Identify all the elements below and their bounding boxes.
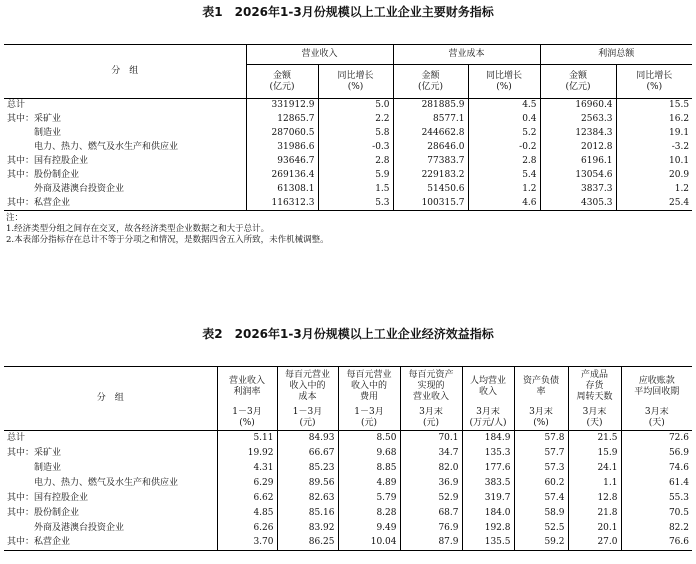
header-line: 率: [536, 386, 546, 397]
header-line: 资产负债: [522, 375, 559, 386]
header-line: 金额: [569, 70, 588, 81]
header-line: 同比增长: [486, 70, 523, 81]
cell-value: 5.4: [468, 169, 540, 183]
growth-header: [318, 65, 393, 99]
cell-value: 9.49: [338, 521, 400, 536]
cell-value: 287060.5: [246, 127, 318, 141]
cell-value: 31986.6: [246, 141, 318, 155]
cell-value: 57.4: [514, 491, 568, 506]
table-row: [4, 476, 692, 491]
cell-value: 86.25: [277, 536, 338, 551]
table-row: [4, 506, 692, 521]
cell-value: 2.8: [468, 155, 540, 169]
column-header: [277, 367, 338, 407]
cell-value: 1.1: [568, 476, 621, 491]
unit-label: (元): [360, 418, 378, 429]
table-row: [4, 491, 692, 506]
cell-value: 383.5: [462, 476, 514, 491]
cell-value: 331912.9: [246, 99, 318, 113]
header-line: 利润率: [233, 386, 261, 397]
header-line: 营业收入: [228, 375, 265, 386]
cell-value: 56.9: [621, 446, 692, 461]
note-line: 注：: [6, 213, 24, 223]
header-line: (亿元): [269, 81, 295, 92]
table-row: [4, 197, 692, 211]
cell-value: 2.8: [318, 155, 393, 169]
cell-value: 269136.4: [246, 169, 318, 183]
column-period: [338, 407, 400, 431]
cell-value: 1.2: [468, 183, 540, 197]
cell-value: -3.2: [616, 141, 692, 155]
header-line: 同比增长: [636, 70, 673, 81]
cell-value: 16960.4: [540, 99, 616, 113]
cell-value: 135.5: [462, 536, 514, 551]
cell-value: 51450.6: [393, 183, 468, 197]
cell-value: 100315.7: [393, 197, 468, 211]
amount-header: [393, 65, 468, 99]
column-header: [514, 367, 568, 407]
cell-value: 12384.3: [540, 127, 616, 141]
header-line: 平均回收期: [634, 386, 680, 397]
row-label: 其中：采矿业: [7, 447, 62, 458]
table-row: [4, 446, 692, 461]
table-row: [4, 183, 692, 197]
cell-value: 2.2: [318, 113, 393, 127]
header-line: 产成品: [580, 370, 608, 381]
cell-value: 5.3: [318, 197, 393, 211]
header-line: 同比增长: [337, 70, 374, 81]
column-header: [462, 367, 514, 407]
cell-value: 68.7: [400, 506, 462, 521]
header-line: 费用: [359, 392, 378, 403]
cell-value: 55.3: [621, 491, 692, 506]
cell-value: 5.8: [318, 127, 393, 141]
cell-value: 21.8: [568, 506, 621, 521]
cell-value: 61308.1: [246, 183, 318, 197]
column-header: [621, 367, 692, 407]
header-line: (亿元): [418, 81, 444, 92]
unit-label: (天): [586, 418, 603, 429]
header-line: (%): [646, 81, 663, 92]
cell-value: 0.4: [468, 113, 540, 127]
period-label: 1－3月: [354, 407, 384, 418]
row-label: 其中：国有控股企业: [7, 156, 89, 166]
cell-value: 34.7: [400, 446, 462, 461]
group-header: 分 组: [4, 45, 246, 99]
table2-title: 表2 2026年1-3月份规模以上工业企业经济效益指标: [202, 327, 494, 341]
cell-value: 25.4: [616, 197, 692, 211]
cell-value: 82.0: [400, 461, 462, 476]
cell-value: 76.6: [621, 536, 692, 551]
header-line: 金额: [272, 70, 291, 81]
cell-value: 5.9: [318, 169, 393, 183]
row-label: 制造业: [7, 128, 62, 138]
row-label: 制造业: [7, 462, 62, 473]
cell-value: 76.9: [400, 521, 462, 536]
cell-value: 1.2: [616, 183, 692, 197]
cell-value: 4.6: [468, 197, 540, 211]
cell-value: 24.1: [568, 461, 621, 476]
row-label: 总计: [7, 432, 26, 443]
cell-value: 8.50: [338, 431, 400, 446]
metric-header: 营业成本: [393, 45, 540, 65]
unit-label: (%): [533, 418, 549, 429]
cell-value: 6.26: [217, 521, 277, 536]
metric-header: 营业收入: [246, 45, 393, 65]
cell-value: 4.31: [217, 461, 277, 476]
column-period: [400, 407, 462, 431]
cell-value: 3.70: [217, 536, 277, 551]
cell-value: 135.3: [462, 446, 514, 461]
period-label: 3月末: [582, 407, 607, 418]
cell-value: 20.9: [616, 169, 692, 183]
table-row: [4, 521, 692, 536]
row-label: 其中：股份制企业: [7, 507, 80, 518]
cell-value: 12865.7: [246, 113, 318, 127]
table1: [4, 44, 692, 211]
amount-header: [540, 65, 616, 99]
cell-value: 36.9: [400, 476, 462, 491]
cell-value: 89.56: [277, 476, 338, 491]
cell-value: 57.3: [514, 461, 568, 476]
row-label: 外商及港澳台投资企业: [7, 522, 125, 533]
metric-header: 利润总额: [540, 45, 692, 65]
table-row: [4, 461, 692, 476]
cell-value: 5.2: [468, 127, 540, 141]
header-line: 周转天数: [576, 392, 613, 403]
cell-value: 244662.8: [393, 127, 468, 141]
row-label: 其中：私营企业: [4, 536, 217, 551]
period-label: 3月末: [419, 407, 443, 418]
header-line: (亿元): [565, 81, 591, 92]
column-header: [568, 367, 621, 407]
cell-value: 87.9: [400, 536, 462, 551]
row-label: 外商及港澳台投资企业: [7, 184, 125, 194]
cell-value: 8.28: [338, 506, 400, 521]
cell-value: 84.93: [277, 431, 338, 446]
cell-value: 82.63: [277, 491, 338, 506]
column-header: [400, 367, 462, 407]
cell-value: 10.1: [616, 155, 692, 169]
header-line: 每百元营业: [346, 370, 392, 381]
unit-label: (元): [299, 418, 316, 429]
cell-value: 8.85: [338, 461, 400, 476]
cell-value: 281885.9: [393, 99, 468, 113]
row-label: 其中：采矿业: [7, 114, 62, 124]
period-label: 1－3月: [232, 407, 262, 418]
row-label: 总计: [7, 100, 26, 111]
note-line: 1.经济类型分组之间存在交叉，故各经济类型企业数据之和大于总计。: [6, 224, 270, 234]
period-label: 1－3月: [292, 407, 323, 418]
table1-notes: [6, 213, 329, 246]
period-label: 3月末: [529, 407, 553, 418]
cell-value: 57.7: [514, 446, 568, 461]
cell-value: 4305.3: [540, 197, 616, 211]
header-line: 收入中的: [350, 381, 387, 392]
unit-label: (天): [648, 418, 665, 429]
table-row: [4, 536, 692, 551]
cell-value: 3837.3: [540, 183, 616, 197]
cell-value: 52.5: [514, 521, 568, 536]
row-label: 电力、热力、燃气及水生产和供应业: [7, 142, 179, 152]
cell-value: 74.6: [621, 461, 692, 476]
cell-value: 70.5: [621, 506, 692, 521]
table-row: [4, 431, 692, 446]
cell-value: 57.8: [514, 431, 568, 446]
cell-value: 2012.8: [540, 141, 616, 155]
growth-header: [468, 65, 540, 99]
column-period: [462, 407, 514, 431]
cell-value: 21.5: [568, 431, 621, 446]
cell-value: -0.2: [468, 141, 540, 155]
unit-label: (万元/人): [469, 418, 507, 429]
cell-value: 192.8: [462, 521, 514, 536]
header-line: 应收账款: [638, 375, 675, 386]
cell-value: 20.1: [568, 521, 621, 536]
cell-value: 19.92: [217, 446, 277, 461]
table2: [4, 366, 692, 551]
unit-label: (元): [422, 418, 440, 429]
cell-value: 4.85: [217, 506, 277, 521]
cell-value: 27.0: [568, 536, 621, 551]
cell-value: 10.04: [338, 536, 400, 551]
cell-value: 70.1: [400, 431, 462, 446]
cell-value: 66.67: [277, 446, 338, 461]
cell-value: 5.79: [338, 491, 400, 506]
column-period: [217, 407, 277, 431]
table1-title: 表1 2026年1-3月份规模以上工业企业主要财务指标: [202, 5, 494, 19]
table-row: [4, 169, 692, 183]
cell-value: 52.9: [400, 491, 462, 506]
column-period: [621, 407, 692, 431]
cell-value: 12.8: [568, 491, 621, 506]
cell-value: 19.1: [616, 127, 692, 141]
cell-value: 58.9: [514, 506, 568, 521]
cell-value: 60.2: [514, 476, 568, 491]
column-header: [217, 367, 277, 407]
cell-value: 5.11: [217, 431, 277, 446]
growth-header: [616, 65, 692, 99]
column-period: [514, 407, 568, 431]
header-line: 营业收入: [412, 392, 449, 403]
unit-label: (%): [239, 418, 255, 429]
header-line: (%): [347, 81, 364, 92]
cell-value: 59.2: [514, 536, 568, 551]
header-line: 人均营业: [469, 375, 506, 386]
header-line: 每百元资产: [408, 370, 454, 381]
table-row: [4, 155, 692, 169]
header-line: (%): [496, 81, 512, 92]
cell-value: 184.0: [462, 506, 514, 521]
header-line: 成本: [298, 392, 317, 403]
cell-value: 72.6: [621, 431, 692, 446]
cell-value: 13054.6: [540, 169, 616, 183]
table-row: [4, 99, 692, 113]
cell-value: 1.5: [318, 183, 393, 197]
table-row: [4, 127, 692, 141]
header-line: 每百元营业: [284, 370, 330, 381]
cell-value: 83.92: [277, 521, 338, 536]
cell-value: 4.5: [468, 99, 540, 113]
column-header: [338, 367, 400, 407]
cell-value: 15.5: [616, 99, 692, 113]
cell-value: 6.29: [217, 476, 277, 491]
row-label: 其中：股份制企业: [7, 170, 80, 180]
amount-header: [246, 65, 318, 99]
cell-value: 116312.3: [246, 197, 318, 211]
cell-value: 319.7: [462, 491, 514, 506]
header-line: 收入中的: [289, 381, 326, 392]
cell-value: 9.68: [338, 446, 400, 461]
cell-value: -0.3: [318, 141, 393, 155]
cell-value: 8577.1: [393, 113, 468, 127]
cell-value: 61.4: [621, 476, 692, 491]
cell-value: 6.62: [217, 491, 277, 506]
cell-value: 184.9: [462, 431, 514, 446]
cell-value: 77383.7: [393, 155, 468, 169]
table-row: [4, 113, 692, 127]
header-line: 存货: [585, 381, 604, 392]
group-header: 分 组: [4, 367, 217, 431]
cell-value: 229183.2: [393, 169, 468, 183]
cell-value: 5.0: [318, 99, 393, 113]
table-row: [4, 141, 692, 155]
cell-value: 4.89: [338, 476, 400, 491]
cell-value: 177.6: [462, 461, 514, 476]
cell-value: 85.16: [277, 506, 338, 521]
header-line: 金额: [421, 70, 440, 81]
cell-value: 2563.3: [540, 113, 616, 127]
row-label: 其中：私营企业: [4, 197, 246, 211]
row-label: 其中：国有控股企业: [7, 492, 89, 503]
column-period: [568, 407, 621, 431]
cell-value: 16.2: [616, 113, 692, 127]
cell-value: 93646.7: [246, 155, 318, 169]
header-line: 实现的: [417, 381, 445, 392]
note-line: 2.本表部分指标存在总计不等于分项之和情况，是数据四舍五入所致，未作机械调整。: [6, 235, 329, 245]
row-label: 电力、热力、燃气及水生产和供应业: [7, 477, 179, 488]
column-period: [277, 407, 338, 431]
cell-value: 82.2: [621, 521, 692, 536]
cell-value: 28646.0: [393, 141, 468, 155]
cell-value: 15.9: [568, 446, 621, 461]
cell-value: 6196.1: [540, 155, 616, 169]
header-line: 收入: [478, 386, 497, 397]
period-label: 3月末: [644, 407, 669, 418]
period-label: 3月末: [476, 407, 500, 418]
cell-value: 85.23: [277, 461, 338, 476]
